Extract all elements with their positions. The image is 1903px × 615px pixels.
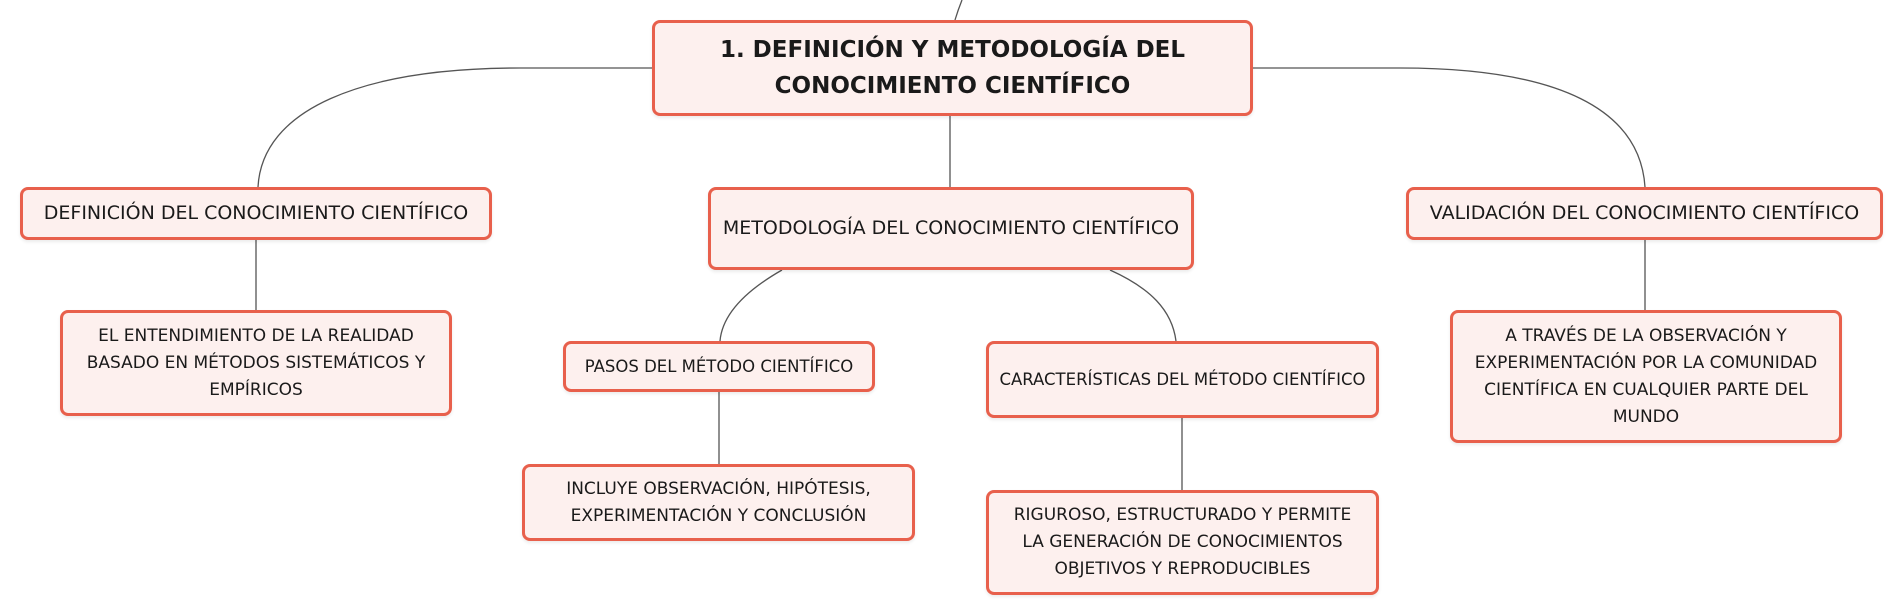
node-pasos-label: PASOS DEL MÉTODO CIENTÍFICO <box>584 357 854 376</box>
connector-root-to-validacion <box>1253 68 1645 187</box>
node-caracteristicas-label: CARACTERÍSTICAS DEL MÉTODO CIENTÍFICO <box>999 370 1366 389</box>
node-caracteristicas[interactable] <box>986 341 1379 418</box>
node-metodologia[interactable] <box>708 187 1194 270</box>
node-caracteristicas-detail-text: RIGUROSO, ESTRUCTURADO Y PERMITE LA GENERACIÓN DE CONOCIMIENTOS OBJETIVOS Y REPRODUCIBLES <box>1013 505 1352 579</box>
node-definicion-detail-text: EL ENTENDIMIENTO DE LA REALIDAD BASADO EN MÉTODOS SISTEMÁTICOS Y EMPÍRICOS <box>86 325 426 400</box>
root-node-label: 1. DEFINICIÓN Y METODOLOGÍA DEL CONOCIMIENTO CIENTÍFICO <box>719 37 1186 99</box>
connector-root-to-definicion <box>258 68 652 187</box>
connector-metodologia-to-pasos <box>720 270 782 341</box>
node-validacion[interactable] <box>1406 187 1883 240</box>
node-caracteristicas-detail[interactable] <box>986 490 1379 595</box>
connector-metodologia-to-caracteristicas <box>1110 270 1176 341</box>
connector-parent-to-root <box>955 0 962 20</box>
node-validacion-label: VALIDACIÓN DEL CONOCIMIENTO CIENTÍFICO <box>1429 202 1860 224</box>
node-definicion-label: DEFINICIÓN DEL CONOCIMIENTO CIENTÍFICO <box>43 202 469 224</box>
node-definicion[interactable] <box>20 187 492 240</box>
node-validacion-detail[interactable] <box>1450 310 1842 443</box>
node-metodologia-label: METODOLOGÍA DEL CONOCIMIENTO CIENTÍFICO <box>722 217 1180 239</box>
node-pasos[interactable] <box>563 341 875 392</box>
node-definicion-detail[interactable] <box>60 310 452 416</box>
node-pasos-detail[interactable] <box>522 464 915 541</box>
node-pasos-detail-text: INCLUYE OBSERVACIÓN, HIPÓTESIS, EXPERIMENTACIÓN Y CONCLUSIÓN <box>566 478 871 526</box>
root-node[interactable] <box>652 20 1253 116</box>
node-validacion-detail-text: A TRAVÉS DE LA OBSERVACIÓN Y EXPERIMENTACIÓN POR LA COMUNIDAD CIENTÍFICA EN CUALQUIER PARTE DEL MUNDO <box>1474 325 1818 427</box>
